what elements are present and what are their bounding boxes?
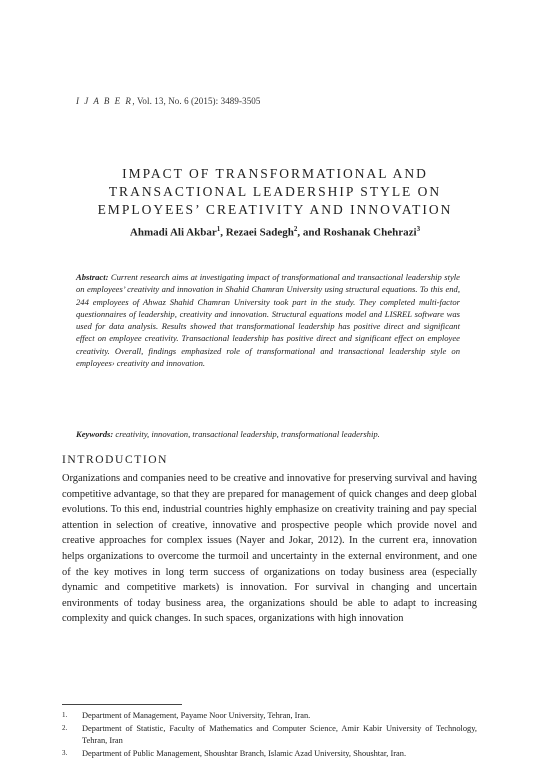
keywords-text: creativity, innovation, transactional leadership, transformational leadership. [113,429,380,439]
footnote-number: 3. [62,748,68,757]
footnote-rule [62,704,182,705]
keywords-label: Keywords: [76,429,114,439]
affiliation-marker: 1 [216,225,221,233]
footnote [62,748,477,759]
running-head [76,96,261,106]
abstract-text: Current research aims at investigating impact of transformational and transactional leadership style on employees’ creativity and innovation in Shahid Chamran University using structural equations. To this end, 244 employees of Ahwaz Shahid Chamran University took part in the study. They completed multi-factor questionnaires of leadership, creativity and innovation. Structural equations model and LISREL software was used for data analysis. Results showed that transformational leadership has positive direct and significant effect on employee creativity. Transactional leadership has positive direct and significant effect on employee creativity. Overall, findings emphasized role of transformational and transactional leadership style on employees› creativity and innovation. [76,272,460,369]
footnote-text: Department of Management, Payame Noor University, Tehran, Iran. [82,711,311,720]
author-separator: , [220,226,226,239]
title-line: IMPACT OF TRANSFORMATIONAL AND [122,166,428,181]
abstract [76,271,460,369]
footnotes [62,710,477,761]
abstract-label: Abstract: [76,272,109,282]
affiliation-marker: 2 [293,225,298,233]
introduction-paragraph: Organizations and companies need to be creative and innovative for preserving survival and having competitive advantage, so that they are prepared for management of quick changes and deep global evolutions. To this end, industrial countries highly emphasize on creativity training and pay special attention in selection of creative, innovative and prospective people which provide novel and creative approaches for complex issues (Nayer and Jokar, 2012). In the current era, innovation helps organizations to overcome the turmoil and uncertainty in the external environment, and one of the key motives in long term success of organizations on today business area (especially dynamic and competitive markets) is innovation. For survival in changing and uncertain environments of today business area, the organizations should be able to adapt to increasing complexity and quick changes. In such spaces, organizations with high innovation [62,473,477,625]
footnote-number: 1. [62,711,68,719]
author-separator: , and [297,226,324,239]
paper-title [60,165,490,219]
author-name: Ahmadi Ali Akbar [129,226,217,239]
author-list [60,225,490,239]
title-line: EMPLOYEES’ CREATIVITY AND INNOVATION [97,202,453,217]
author-name: Roshanak Chehrazi [323,226,417,239]
citation: , Vol. 13, No. 6 (2015): 3489-3505 [132,96,261,106]
section-heading: INTRODUCTION [62,454,169,466]
footnote [62,710,477,721]
footnote-text: Department of Public Management, Shoushtar Branch, Islamic Azad University, Shoushtar, Iran. [82,748,407,758]
footnote [62,723,477,746]
author-name: Rezaei Sadegh [225,226,294,239]
footnote-number: 2. [62,724,68,733]
journal-name: I J A B E R [76,96,133,106]
footnote-text: Department of Statistic, Faculty of Mathematics and Computer Science, Amir Kabir University of Technology, Tehran, Iran [82,724,477,745]
affiliation-marker: 3 [416,225,421,233]
keywords [76,429,460,439]
title-line: TRANSACTIONAL LEADERSHIP STYLE ON [108,184,442,199]
